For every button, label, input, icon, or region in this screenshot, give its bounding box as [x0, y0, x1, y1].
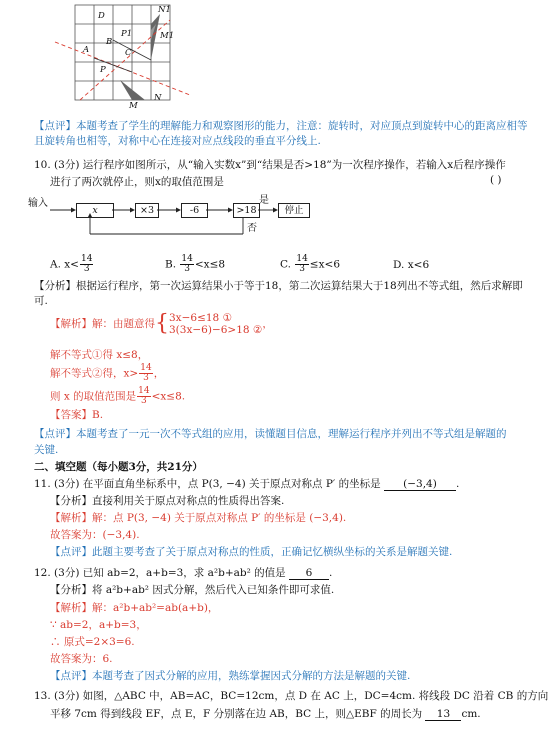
label-c: C — [125, 48, 132, 58]
label-m: M — [129, 101, 138, 111]
q11-stem: 11. (3分) 在平面直角坐标系中，点 P(3, −4) 关于原点对称点 P′ 的坐标是 (−3,4) . — [34, 478, 460, 490]
q11-blank: (−3,4) — [384, 478, 456, 491]
q12-comment: 【点评】本题考查了因式分解的应用，熟练掌握因式分解的方法是解题的关键. — [50, 670, 411, 682]
label-d: D — [98, 11, 105, 21]
flow-box-subtract: -6 — [181, 203, 208, 218]
flow-box-multiply: ×3 — [135, 203, 159, 218]
flow-box-compare: >18 — [233, 203, 260, 218]
q10-bracket: ( ) — [490, 174, 502, 186]
flow-input-label: 输入 — [28, 198, 48, 209]
label-n1: N1 — [158, 5, 171, 15]
q10-option-c: C. $\frac{14}{3}$ ≤x<6 — [280, 254, 340, 274]
label-m1: M1 — [160, 31, 175, 41]
q10-option-a: A. x< $\frac{14}{3}$ — [50, 254, 93, 274]
label-n: N — [154, 93, 162, 103]
flow-no-label: 否 — [247, 223, 257, 234]
q10-ineq2: 解不等式②得，x> $\frac{14}{3}$ ， — [50, 363, 165, 383]
q12-blank: 6 — [289, 567, 329, 580]
q10-flowchart — [0, 188, 556, 242]
q10-stem-line1: 10. (3分) 运行程序如图所示，从“输入实数x”到“结果是否>18”为一次程序操作，若输入x后程序操作 — [34, 159, 506, 171]
q12-solution: 【解析】解：a²b+ab²=ab(a+b)， — [50, 602, 219, 614]
section-fill-in-heading: 二、填空题（每小题3分，共21分） — [34, 461, 203, 473]
q13-stem-line2: 平移 7cm 得到线段 EF，点 E，F 分别落在边 AB，BC 上，则△EBF 的周长为 13 cm. — [50, 708, 481, 720]
q10-ineq1: 解不等式①得 x≤8， — [50, 349, 149, 361]
label-p: P — [100, 65, 106, 75]
q10-option-d: D. x<6 — [393, 259, 430, 271]
q13-blank: 13 — [425, 708, 461, 721]
q11-answer: 故答案为：(−3,4). — [50, 529, 140, 541]
q10-option-b: B. $\frac{14}{3}$ <x≤8 — [165, 254, 226, 274]
q10-comment-line1: 【点评】本题考查了一元一次不等式组的应用，读懂题目信息，理解运行程序并列出不等式组是解题的 — [34, 428, 507, 440]
q12-answer: 故答案为：6. — [50, 653, 113, 665]
q10-range: 则 x 的取值范围是 $\frac{14}{3}$ <x≤8. — [50, 386, 186, 406]
q12-stem: 12. (3分) 已知 ab=2，a+b=3，求 a²b+ab² 的值是 6 . — [34, 567, 333, 579]
q11-comment: 【点评】此题主要考查了关于原点对称点的性质，正确记忆横纵坐标的关系是解题关键. — [50, 546, 453, 558]
q9-comment: 【点评】本题考查了学生的理解能力和观察图形的能力，注意：旋转时，对应顶点到旋转中心的距离应相等且旋转角也相等，对称中心在连接对应点线段的垂直平分线上. — [34, 120, 528, 147]
label-a: A — [83, 45, 90, 55]
q10-answer: 【答案】B. — [50, 409, 104, 421]
q11-solution: 【解析】解：点 P(3, −4) 关于原点对称点 P′ 的坐标是 (−3,4). — [50, 512, 347, 524]
label-p1: P1 — [121, 29, 133, 39]
q10-comment-line2: 关键. — [34, 444, 59, 456]
q10-stem-line2: 进行了两次就停止，则x的取值范围是 — [50, 176, 224, 188]
flow-box-x: x — [76, 203, 114, 218]
rotation-figure — [50, 0, 190, 112]
flow-yes-label: 是 — [259, 195, 269, 206]
label-b: B — [106, 37, 113, 47]
q13-stem-line1: 13. (3分) 如图，△ABC 中，AB=AC，BC=12cm，点 D 在 AC 上，DC=4cm. 将线段 DC 沿着 CB 的方向 — [34, 690, 549, 702]
q12-analysis: 【分析】将 a²b+ab² 因式分解，然后代入已知条件即可求值. — [50, 584, 335, 596]
q10-analysis: 【分析】根据运行程序，第一次运算结果小于等于18，第二次运算结果大于18列出不等式组，然后求解即可. — [34, 280, 523, 307]
q12-given: ∵ ab=2，a+b=3， — [50, 619, 147, 631]
flow-box-stop: 停止 — [278, 203, 310, 218]
q10-solution: 【解析】解：由题意得{3x−6≤18 ① 3(3x−6)−6>18 ②， — [50, 311, 273, 336]
q11-analysis: 【分析】直接利用关于原点对称点的性质得出答案. — [50, 495, 285, 507]
q12-result: ∴ 原式=2×3=6. — [50, 636, 135, 648]
